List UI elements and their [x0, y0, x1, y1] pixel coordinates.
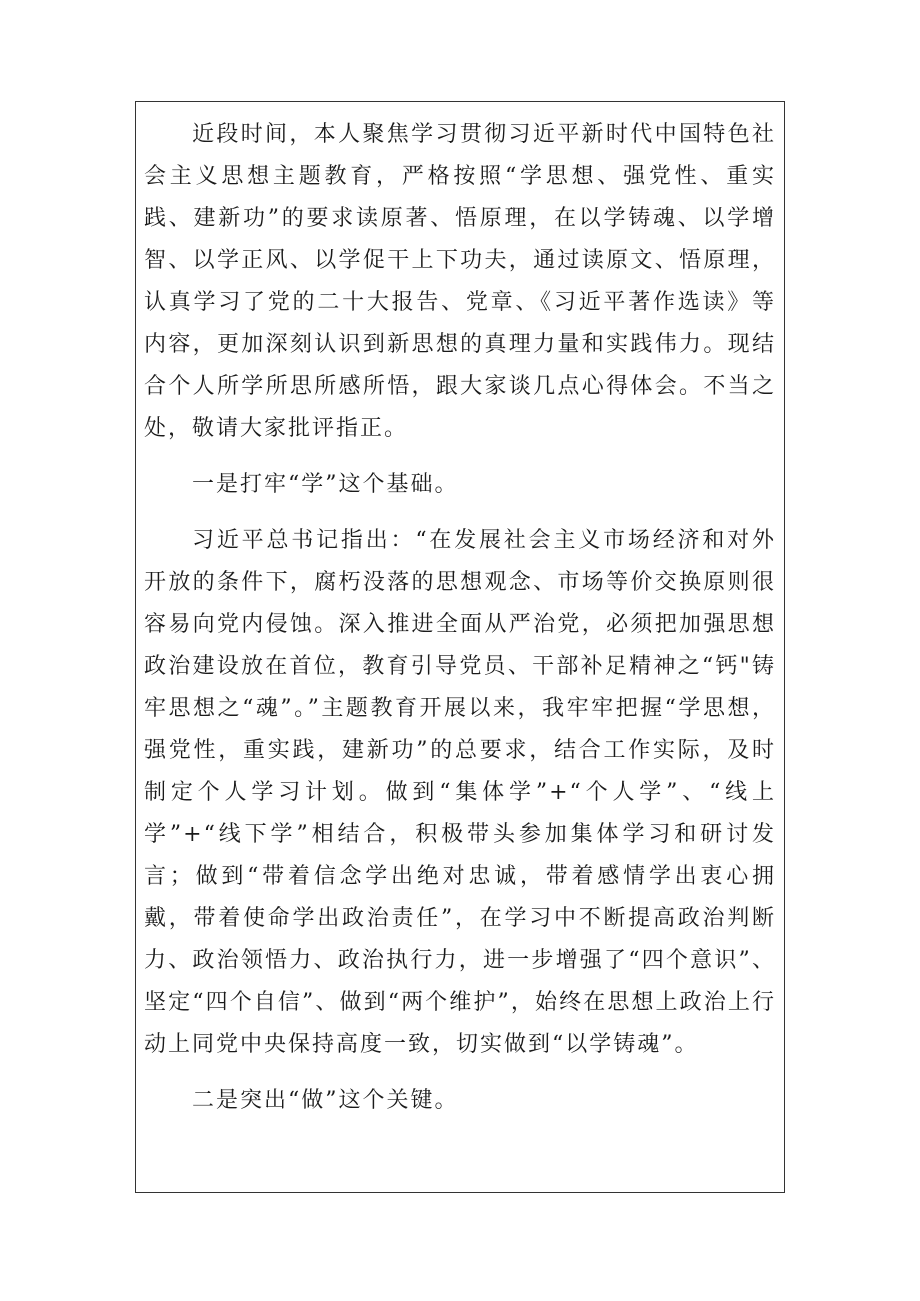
document-frame — [135, 101, 785, 1193]
paragraph-intro: 近段时间，本人聚焦学习贯彻习近平新时代中国特色社会主义思想主题教育，严格按照“学思想、强党性、重实践、建新功”的要求读原著、悟原理，在以学铸魂、以学增智、以学正风、以学促干上下功夫，通过读原文、悟原理，认真学习了党的二十大报告、党章、《习近平著作选读》等内容，更加深刻认识到新思想的真理力量和实践伟力。现结合个人所学所思所感所悟，跟大家谈几点心得体会。不当之处，敬请大家批评指正。 — [144, 122, 776, 441]
paragraph-point-one: 习近平总书记指出：“在发展社会主义市场经济和对外开放的条件下，腐朽没落的思想观念、市场等价交换原则很容易向党内侵蚀。深入推进全面从严治党，必须把加强思想政治建设放在首位，教育引导党员、干部补足精神之“钙"铸牢思想之“魂”。”主题教育开展以来，我牢牢把握“学思想，强党性，重实践，建新功”的总要求，结合工作实际，及时制定个人学习计划。做到“集体学”+“个人学”、“线上学”+“线下学”相结合，积极带头参加集体学习和研讨发言；做到“带着信念学出绝对忠诚，带着感情学出衷心拥戴，带着使命学出政治责任”，在学习中不断提高政治判断力、政治领悟力、政治执行力，进一步增强了“四个意识”、坚定“四个自信”、做到“两个维护”，始终在思想上政治上行动上同党中央保持高度一致，切实做到“以学铸魂”。 — [144, 528, 776, 1057]
heading-point-one: 一是打牢“学”这个基础。 — [192, 472, 459, 497]
document-body — [136, 102, 785, 1122]
heading-point-two: 二是突出“做”这个关键。 — [192, 1088, 459, 1113]
